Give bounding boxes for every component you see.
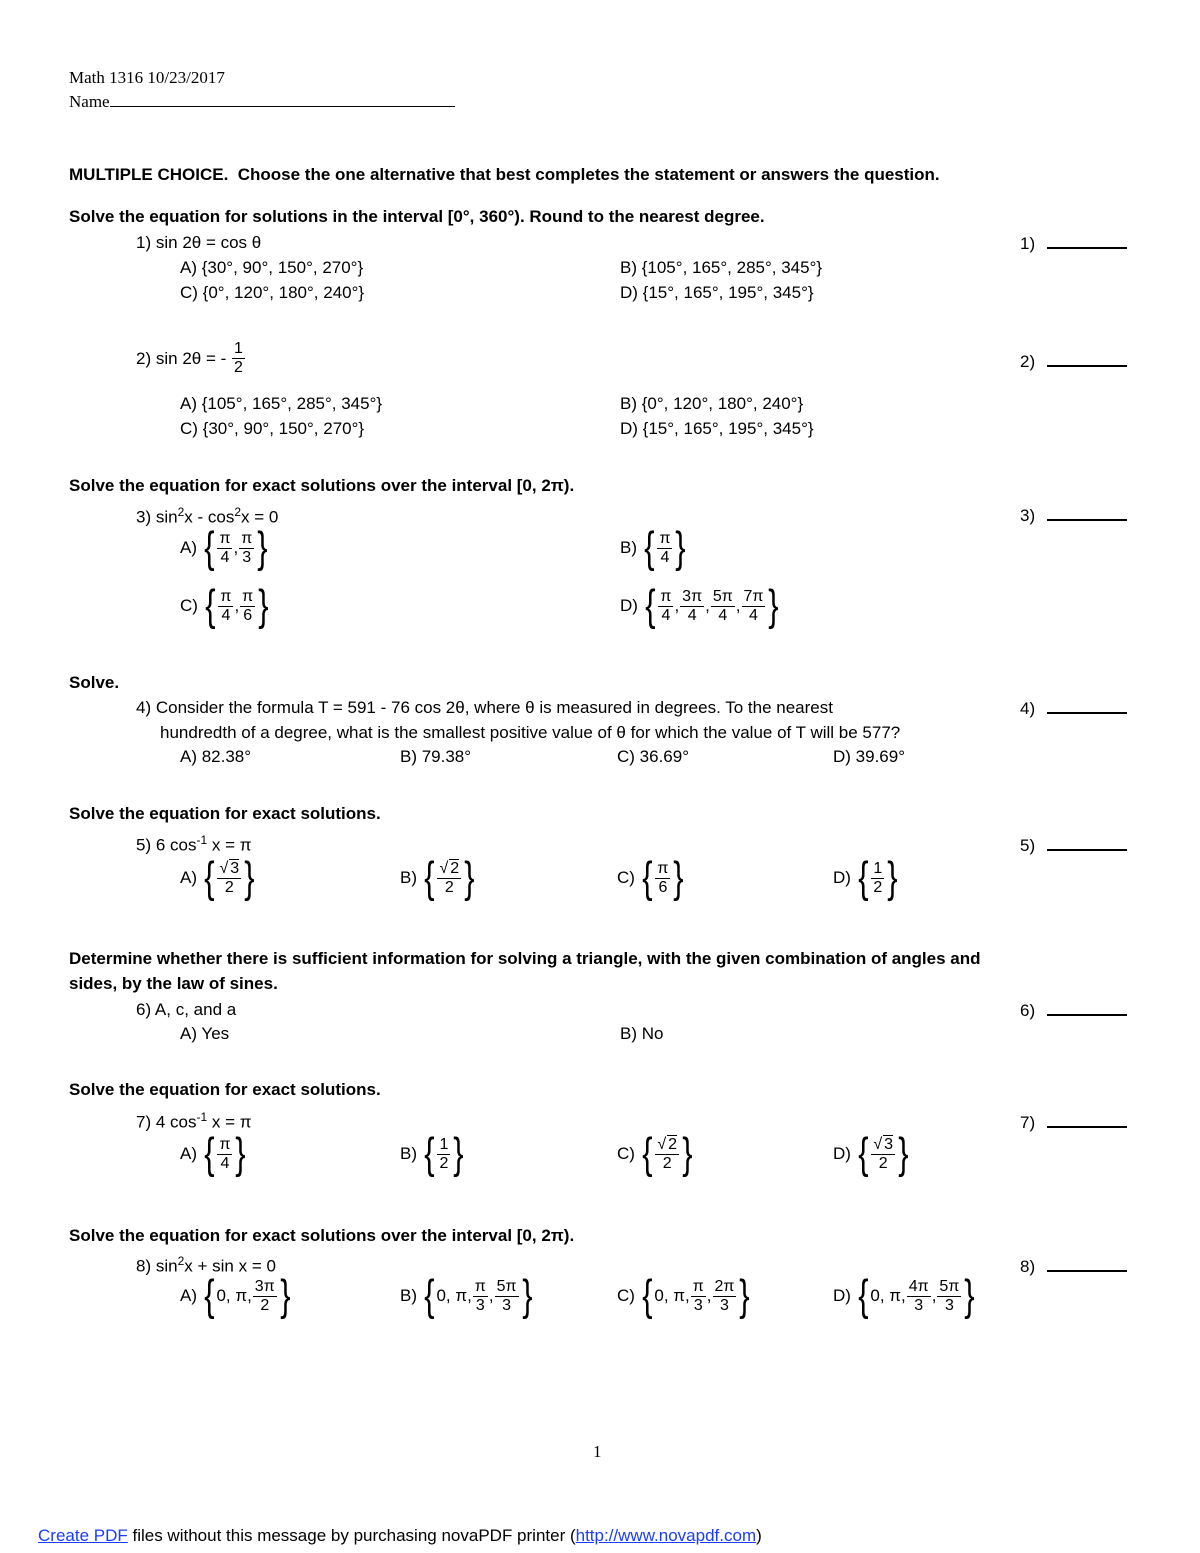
left-brace: { (857, 1271, 869, 1320)
comma: , (488, 1286, 494, 1305)
choice-b[interactable] (400, 1129, 466, 1178)
choice-label: D) (833, 868, 851, 887)
fraction (437, 860, 461, 897)
answer-blank[interactable] (1047, 1112, 1127, 1128)
fraction (713, 1278, 737, 1315)
choice-label: B) (400, 868, 417, 887)
question-number: 6) (136, 1000, 152, 1019)
answer-slot-3[interactable] (1020, 505, 1127, 526)
denominator: 4 (221, 606, 231, 624)
numerator: 5π (712, 587, 733, 605)
name-blank[interactable] (110, 106, 455, 107)
section-heading: Solve. (69, 673, 120, 692)
denominator: 2 (444, 878, 454, 896)
radicand: 2 (668, 1135, 678, 1153)
choice-label: C) (617, 1144, 635, 1163)
fraction (218, 588, 233, 625)
denominator: 2 (224, 878, 234, 896)
left-brace: { (857, 1129, 869, 1178)
denominator: 2 (878, 1154, 888, 1172)
question-number: 7) (136, 1112, 152, 1132)
choice-c[interactable] (617, 1271, 752, 1320)
choice-d[interactable]: D) 39.69° (833, 747, 906, 766)
fraction (239, 530, 254, 567)
answer-slot-1[interactable] (1020, 233, 1127, 254)
choice-label: C) (617, 1286, 635, 1305)
section-heading: Solve the equation for exact solutions. (69, 1080, 381, 1099)
fraction (232, 340, 245, 377)
question-number: 4) (136, 698, 152, 717)
choice-label: A) (180, 1286, 197, 1305)
left-brace: { (423, 853, 435, 902)
numerator: √ 2 (439, 859, 460, 877)
question-number: 5) (136, 835, 152, 855)
numerator: π (660, 587, 672, 605)
fraction (217, 530, 232, 567)
right-brace: } (675, 523, 686, 572)
fraction (871, 1136, 895, 1173)
name-line (69, 92, 455, 112)
radicand: 3 (884, 1135, 894, 1153)
footer-close: ) (756, 1526, 762, 1545)
denominator: 6 (658, 878, 668, 896)
numerator: π (474, 1277, 486, 1295)
question-text: A, c, and a (154, 1000, 237, 1019)
answer-blank[interactable] (1047, 698, 1127, 714)
fraction (691, 1278, 706, 1315)
question-text: x = π (211, 1112, 252, 1132)
choice-b[interactable]: B) {0°, 120°, 180°, 240°} (620, 394, 804, 413)
answer-blank[interactable] (1047, 505, 1127, 521)
fraction (655, 1136, 679, 1173)
question-7 (136, 1110, 252, 1133)
choice-b[interactable]: B) {105°, 165°, 285°, 345°} (620, 258, 823, 277)
numerator: π (657, 859, 669, 877)
comma: , (674, 596, 680, 615)
right-brace: } (898, 1129, 909, 1178)
numerator: π (241, 529, 253, 547)
answer-slot-2[interactable] (1020, 351, 1127, 372)
fraction (742, 588, 766, 625)
denominator: 3 (502, 1296, 511, 1314)
numerator: 3π (254, 1277, 275, 1295)
novapdf-link[interactable]: http://www.novapdf.com (575, 1526, 757, 1545)
denominator: 3 (720, 1296, 729, 1314)
choice-b[interactable] (400, 853, 477, 902)
question-text: 6 cos (155, 835, 197, 855)
comma: , (234, 596, 240, 615)
choice-d[interactable] (833, 1271, 977, 1320)
choice-label: D) (833, 1144, 851, 1163)
choice-d[interactable]: D) {15°, 165°, 195°, 345°} (620, 283, 814, 302)
left-brace: { (203, 853, 215, 902)
comma: , (735, 596, 741, 615)
choice-c[interactable]: C) {30°, 90°, 150°, 270°} (180, 419, 365, 438)
fraction (655, 860, 670, 897)
fraction (253, 1278, 277, 1315)
choice-label: D) (833, 1286, 851, 1305)
question-number: 3) (136, 507, 152, 527)
fraction (240, 588, 255, 625)
section-heading-cont: sides, by the law of sines. (69, 974, 278, 993)
question-text: x = 0 (241, 507, 279, 527)
denominator: 3 (944, 1296, 954, 1314)
question-5 (136, 833, 252, 856)
question-6 (136, 1000, 236, 1020)
fraction (217, 1136, 232, 1173)
denominator: 2 (234, 359, 243, 376)
numerator: π (692, 1277, 704, 1295)
fraction (680, 588, 704, 625)
answer-number: 3) (1020, 506, 1036, 525)
denominator: 2 (439, 1154, 449, 1172)
fraction (495, 1278, 519, 1315)
left-brace: { (641, 1129, 653, 1178)
denominator: 4 (220, 548, 230, 566)
denominator: 3 (475, 1296, 485, 1314)
section-heading: Determine whether there is sufficient information for solving a triangle, with the given combination of angles and (69, 949, 981, 968)
denominator: 6 (243, 606, 253, 624)
right-brace: } (682, 1129, 693, 1178)
choice-d[interactable] (833, 1129, 911, 1178)
question-text: sin (155, 507, 178, 527)
denominator: 3 (242, 548, 252, 566)
fraction (907, 1278, 931, 1315)
question-2 (136, 340, 246, 377)
choice-d[interactable]: D) {15°, 165°, 195°, 345°} (620, 419, 814, 438)
denominator: 4 (661, 606, 671, 624)
set-prefix: 0, π, (870, 1286, 906, 1305)
fraction (437, 1136, 450, 1173)
numerator: √ 2 (657, 1135, 678, 1153)
numerator: π (220, 587, 232, 605)
right-brace: } (887, 853, 898, 902)
exponent: 2 (177, 505, 185, 519)
question-text: sin 2θ = cos θ (155, 233, 262, 252)
numerator: 7π (743, 587, 764, 605)
numerator: π (659, 529, 671, 547)
choice-d[interactable] (620, 581, 781, 630)
left-brace: { (641, 853, 653, 902)
right-brace: } (244, 853, 255, 902)
numerator: 2π (714, 1277, 735, 1295)
choice-label: D) (620, 596, 638, 615)
section-heading: Solve the equation for exact solutions over the interval [0, 2π). (69, 1226, 575, 1245)
set-prefix: 0, π, (216, 1286, 252, 1305)
answer-slot-7[interactable] (1020, 1112, 1127, 1133)
answer-slot-8[interactable] (1020, 1256, 1127, 1277)
fraction (711, 588, 735, 625)
answer-number: 7) (1020, 1113, 1036, 1132)
choice-c[interactable] (180, 581, 271, 630)
numerator: 1 (873, 859, 883, 877)
choice-label: C) (180, 596, 198, 615)
question-text: sin (155, 1256, 178, 1276)
fraction (937, 1278, 961, 1315)
right-brace: } (464, 853, 475, 902)
mc-label: MULTIPLE CHOICE. (69, 165, 229, 184)
mc-text: Choose the one alternative that best completes the statement or answers the question. (237, 165, 940, 184)
numerator: π (219, 529, 231, 547)
left-brace: { (203, 1271, 215, 1320)
question-text: x = π (211, 835, 252, 855)
denominator: 3 (693, 1296, 703, 1314)
footer-text: files without this message by purchasing novaPDF printer ( (127, 1526, 576, 1545)
answer-blank[interactable] (1047, 835, 1127, 851)
choice-b[interactable] (620, 523, 688, 572)
denominator: 2 (873, 878, 883, 896)
answer-slot-6[interactable] (1020, 1000, 1127, 1021)
denominator: 3 (914, 1296, 924, 1314)
choice-a[interactable] (180, 853, 257, 902)
choice-label: B) (620, 538, 637, 557)
right-brace: } (258, 581, 269, 630)
radicand: 3 (230, 859, 240, 877)
exponent: -1 (196, 833, 208, 847)
numerator: 4π (908, 1277, 929, 1295)
answer-slot-4[interactable] (1020, 698, 1127, 719)
fraction (217, 860, 241, 897)
left-brace: { (423, 1129, 435, 1178)
comma: , (233, 538, 239, 557)
answer-number: 1) (1020, 234, 1036, 253)
left-brace: { (643, 523, 655, 572)
choice-label: C) (617, 868, 635, 887)
choice-a[interactable]: A) 82.38° (180, 747, 252, 766)
fraction (658, 588, 673, 625)
question-number: 2) (136, 348, 152, 368)
right-brace: } (279, 1271, 291, 1320)
question-number: 8) (136, 1256, 152, 1276)
denominator: 4 (660, 548, 670, 566)
choice-label: B) (400, 1286, 417, 1305)
left-brace: { (857, 853, 869, 902)
answer-blank[interactable] (1047, 1000, 1127, 1016)
question-1 (136, 233, 261, 253)
create-pdf-link[interactable]: Create PDF (38, 1526, 128, 1545)
choice-a[interactable]: A) Yes (180, 1024, 230, 1043)
choice-b[interactable]: B) No (620, 1024, 664, 1043)
fraction (657, 530, 672, 567)
left-brace: { (641, 1271, 653, 1320)
name-label: Name (69, 92, 110, 111)
choice-d[interactable] (833, 853, 900, 902)
question-number: 1) (136, 233, 152, 252)
numerator: √ 3 (219, 859, 240, 877)
right-brace: } (768, 581, 779, 630)
section-heading: Solve the equation for exact solutions over the interval [0, 2π). (69, 476, 575, 495)
choice-a[interactable] (180, 1129, 248, 1178)
set-prefix: 0, π, (654, 1286, 690, 1305)
left-brace: { (203, 1129, 215, 1178)
left-brace: { (203, 523, 215, 572)
question-text: 4 cos (155, 1112, 197, 1132)
numerator: π (242, 587, 254, 605)
choice-label: A) (180, 868, 197, 887)
choice-b[interactable] (400, 1271, 534, 1320)
choice-a[interactable] (180, 523, 270, 572)
right-brace: } (739, 1271, 750, 1320)
numerator: 1 (234, 340, 243, 357)
question-text: sin 2θ = - (155, 348, 227, 368)
radicand: 2 (450, 859, 460, 877)
denominator: 4 (749, 606, 758, 624)
section-heading: Solve the equation for exact solutions. (69, 804, 381, 823)
set-prefix: 0, π, (436, 1286, 472, 1305)
answer-number: 4) (1020, 699, 1036, 718)
choice-a[interactable] (180, 1271, 292, 1320)
fraction (473, 1278, 488, 1315)
fraction (871, 860, 884, 897)
numerator: 5π (496, 1277, 517, 1295)
answer-number: 8) (1020, 1257, 1036, 1276)
denominator: 4 (687, 606, 697, 624)
answer-blank[interactable] (1047, 351, 1127, 367)
numerator: 1 (439, 1135, 449, 1153)
left-brace: { (423, 1271, 435, 1320)
choice-c[interactable] (617, 1129, 695, 1178)
section-heading: Solve the equation for solutions in the interval [0°, 360°). Round to the nearest degree. (69, 207, 765, 226)
numerator: 3π (682, 587, 703, 605)
question-text: x - cos (184, 507, 235, 527)
left-brace: { (644, 581, 656, 630)
left-brace: { (204, 581, 216, 630)
question-text: Consider the formula T = 591 - 76 cos 2θ, where θ is measured in degrees. To the nearest (155, 698, 833, 717)
comma: , (706, 1286, 712, 1305)
choice-b[interactable]: B) 79.38° (400, 747, 472, 766)
question-4 (136, 698, 833, 718)
choice-a[interactable]: A) {30°, 90°, 150°, 270°} (180, 258, 364, 277)
right-brace: } (521, 1271, 533, 1320)
choice-c[interactable]: C) {0°, 120°, 180°, 240°} (180, 283, 365, 302)
right-brace: } (964, 1271, 975, 1320)
answer-number: 5) (1020, 836, 1036, 855)
answer-blank[interactable] (1047, 233, 1127, 249)
choice-c[interactable]: C) 36.69° (617, 747, 690, 766)
course-header: Math 1316 10/23/2017 (69, 68, 225, 87)
choice-label: A) (180, 538, 197, 557)
answer-blank[interactable] (1047, 1256, 1127, 1272)
exponent: 2 (234, 505, 242, 519)
choice-label: A) (180, 1144, 197, 1163)
right-brace: } (673, 853, 684, 902)
denominator: 4 (718, 606, 728, 624)
choice-c[interactable] (617, 853, 686, 902)
numerator: √ 3 (873, 1135, 894, 1153)
footer (38, 1526, 762, 1546)
right-brace: } (453, 1129, 464, 1178)
choice-label: B) (400, 1144, 417, 1163)
answer-number: 2) (1020, 352, 1036, 371)
comma: , (931, 1286, 937, 1305)
question-text: x + sin x = 0 (184, 1256, 276, 1276)
instructions (69, 165, 940, 185)
denominator: 2 (260, 1296, 270, 1314)
numerator: π (219, 1135, 231, 1153)
page-number: 1 (593, 1442, 602, 1461)
comma: , (705, 596, 710, 615)
right-brace: } (257, 523, 268, 572)
exponent: -1 (196, 1110, 208, 1124)
denominator: 2 (662, 1154, 672, 1172)
numerator: 5π (939, 1277, 960, 1295)
choice-a[interactable]: A) {105°, 165°, 285°, 345°} (180, 394, 383, 413)
right-brace: } (235, 1129, 246, 1178)
denominator: 4 (220, 1154, 230, 1172)
answer-slot-5[interactable] (1020, 835, 1127, 856)
answer-number: 6) (1020, 1001, 1036, 1020)
exponent: 2 (177, 1254, 185, 1268)
question-4-line-2: hundredth of a degree, what is the smallest positive value of θ for which the value of T will be 577? (160, 723, 901, 742)
